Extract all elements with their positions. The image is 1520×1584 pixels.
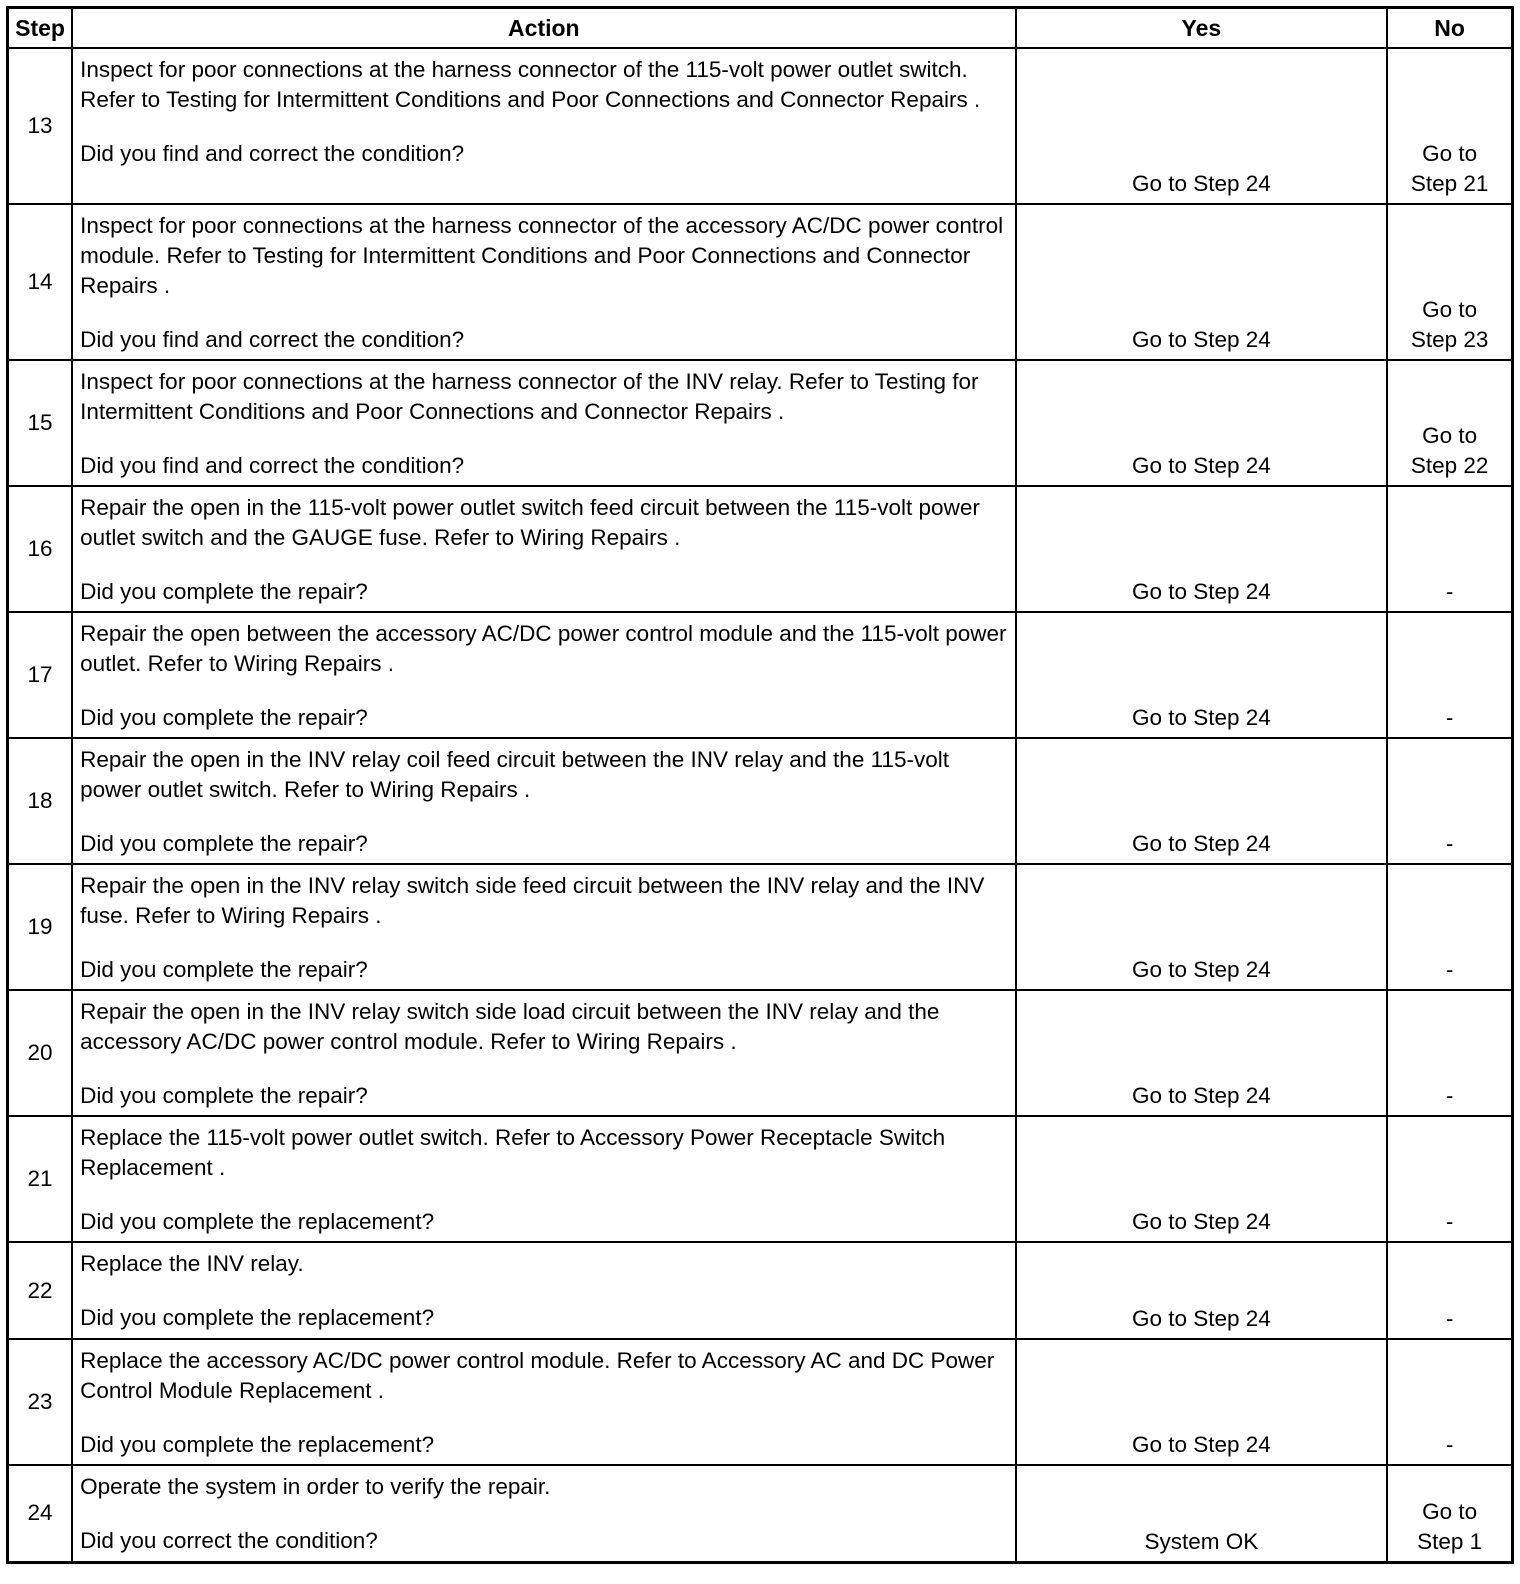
action-instruction: Replace the accessory AC/DC power control module. Refer to Accessory AC and DC Power Control Module Replacement . xyxy=(80,1348,995,1403)
table-row xyxy=(8,738,1513,864)
table-row xyxy=(8,1242,1513,1339)
action-cell xyxy=(72,204,1015,360)
no-result: Go to Step 1 xyxy=(1417,1498,1483,1554)
action-cell xyxy=(72,1116,1015,1242)
action-cell xyxy=(72,486,1015,612)
action-cell xyxy=(72,1242,1015,1339)
action-question: Did you find and correct the condition? xyxy=(80,453,465,478)
step-number: 20 xyxy=(8,990,73,1116)
action-question: Did you complete the replacement? xyxy=(80,1432,435,1457)
no-result: - xyxy=(1445,831,1454,856)
step-number: 17 xyxy=(8,612,73,738)
no-result-cell xyxy=(1387,1116,1512,1242)
no-result-cell xyxy=(1387,1242,1512,1339)
action-instruction: Inspect for poor connections at the harness connector of the 115-volt power outlet switch. Refer to Testing for Intermittent Conditions and Poor Connections and Connector Repairs . xyxy=(80,57,981,112)
action-instruction: Repair the open in the INV relay switch side load circuit between the INV relay and the accessory AC/DC power control module. Refer to Wiring Repairs . xyxy=(80,999,940,1054)
action-instruction: Repair the open in the 115-volt power outlet switch feed circuit between the 115-volt power outlet switch and the GAUGE fuse. Refer to Wiring Repairs . xyxy=(80,495,980,550)
action-question: Did you complete the replacement? xyxy=(80,1305,435,1330)
step-number: 15 xyxy=(8,360,73,486)
no-result-cell xyxy=(1387,48,1512,204)
action-question: Did you correct the condition? xyxy=(80,1528,378,1553)
step-number: 23 xyxy=(8,1339,73,1465)
table-row xyxy=(8,1339,1513,1465)
yes-result: Go to Step 24 xyxy=(1016,486,1388,612)
action-instruction: Operate the system in order to verify the repair. xyxy=(80,1474,551,1499)
step-number: 19 xyxy=(8,864,73,990)
yes-result: Go to Step 24 xyxy=(1016,738,1388,864)
action-question: Did you find and correct the condition? xyxy=(80,327,465,352)
yes-result: Go to Step 24 xyxy=(1016,1116,1388,1242)
no-result-cell xyxy=(1387,486,1512,612)
yes-result: Go to Step 24 xyxy=(1016,864,1388,990)
action-instruction: Inspect for poor connections at the harness connector of the INV relay. Refer to Testing for Intermittent Conditions and Poor Connections and Connector Repairs . xyxy=(80,369,979,424)
no-result-cell xyxy=(1387,360,1512,486)
yes-result: Go to Step 24 xyxy=(1016,1242,1388,1339)
header-action: Action xyxy=(72,8,1015,49)
action-cell xyxy=(72,612,1015,738)
yes-result: Go to Step 24 xyxy=(1016,990,1388,1116)
no-result: Go to Step 21 xyxy=(1410,141,1489,196)
step-number: 14 xyxy=(8,204,73,360)
no-result: - xyxy=(1445,579,1454,604)
action-instruction: Repair the open in the INV relay switch side feed circuit between the INV relay and the INV fuse. Refer to Wiring Repairs . xyxy=(80,873,985,928)
yes-result: Go to Step 24 xyxy=(1016,612,1388,738)
no-result: - xyxy=(1445,1432,1454,1457)
no-result: - xyxy=(1445,1083,1454,1108)
yes-result: System OK xyxy=(1016,1465,1388,1562)
header-row xyxy=(8,8,1513,49)
step-number: 21 xyxy=(8,1116,73,1242)
step-number: 24 xyxy=(8,1465,73,1562)
action-question: Did you complete the repair? xyxy=(80,831,368,856)
action-cell xyxy=(72,1465,1015,1562)
action-question: Did you complete the repair? xyxy=(80,705,368,730)
action-question: Did you complete the repair? xyxy=(80,957,368,982)
table-row xyxy=(8,1465,1513,1562)
action-cell xyxy=(72,864,1015,990)
no-result: - xyxy=(1445,705,1454,730)
action-instruction: Repair the open in the INV relay coil feed circuit between the INV relay and the 115-volt power outlet switch. Refer to Wiring Repairs . xyxy=(80,747,949,802)
no-result-cell xyxy=(1387,1339,1512,1465)
action-question: Did you complete the repair? xyxy=(80,1083,368,1108)
diagnostic-table xyxy=(6,6,1514,1564)
action-instruction: Repair the open between the accessory AC/DC power control module and the 115-volt power outlet. Refer to Wiring Repairs . xyxy=(80,621,1007,676)
yes-result: Go to Step 24 xyxy=(1016,204,1388,360)
step-number: 22 xyxy=(8,1242,73,1339)
action-instruction: Replace the INV relay. xyxy=(80,1251,304,1276)
header-no: No xyxy=(1387,8,1512,49)
no-result-cell xyxy=(1387,1465,1512,1562)
step-number: 18 xyxy=(8,738,73,864)
action-instruction: Inspect for poor connections at the harness connector of the accessory AC/DC power control module. Refer to Testing for Intermittent Conditions and Poor Connections and Connector Repairs . xyxy=(80,213,1004,298)
action-cell xyxy=(72,738,1015,864)
table-row xyxy=(8,48,1513,204)
no-result: Go to Step 23 xyxy=(1410,297,1489,352)
table-row xyxy=(8,612,1513,738)
table-row xyxy=(8,864,1513,990)
no-result: - xyxy=(1445,1306,1454,1331)
table-row xyxy=(8,486,1513,612)
table-row xyxy=(8,1116,1513,1242)
yes-result: Go to Step 24 xyxy=(1016,360,1388,486)
table-row xyxy=(8,360,1513,486)
no-result-cell xyxy=(1387,738,1512,864)
no-result-cell xyxy=(1387,990,1512,1116)
yes-result: Go to Step 24 xyxy=(1016,1339,1388,1465)
no-result: - xyxy=(1445,1209,1454,1234)
no-result: - xyxy=(1445,957,1454,982)
header-step: Step xyxy=(8,8,73,49)
action-question: Did you find and correct the condition? xyxy=(80,141,465,166)
step-number: 13 xyxy=(8,48,73,204)
yes-result: Go to Step 24 xyxy=(1016,48,1388,204)
action-question: Did you complete the replacement? xyxy=(80,1209,435,1234)
action-cell xyxy=(72,48,1015,204)
action-cell xyxy=(72,990,1015,1116)
action-instruction: Replace the 115-volt power outlet switch. Refer to Accessory Power Receptacle Switch Replacement . xyxy=(80,1125,946,1180)
no-result-cell xyxy=(1387,204,1512,360)
no-result-cell xyxy=(1387,864,1512,990)
table-row xyxy=(8,204,1513,360)
table-row xyxy=(8,990,1513,1116)
no-result-cell xyxy=(1387,612,1512,738)
step-number: 16 xyxy=(8,486,73,612)
action-cell xyxy=(72,1339,1015,1465)
action-cell xyxy=(72,360,1015,486)
no-result: Go to Step 22 xyxy=(1410,423,1489,478)
action-question: Did you complete the repair? xyxy=(80,579,368,604)
header-yes: Yes xyxy=(1016,8,1388,49)
